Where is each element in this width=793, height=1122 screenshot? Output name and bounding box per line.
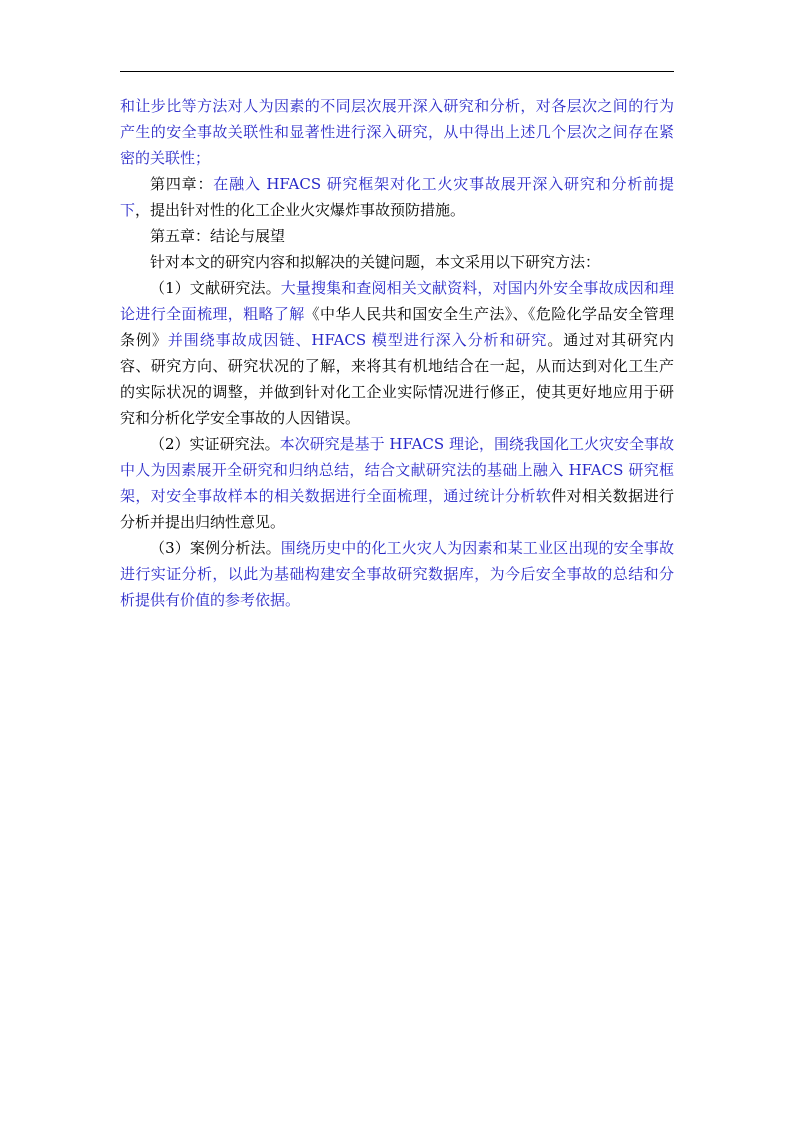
paragraph-method-empirical xyxy=(120,431,674,535)
paragraph-chapter-5 xyxy=(120,223,674,249)
text-run: 并围绕事故成因链、HFACS 模型进行深入分析和研究 xyxy=(167,331,548,349)
paragraph-method-literature xyxy=(120,275,674,431)
text-run: 。通过对其研究内容、研究方向、研究状况的了解，来将其有机地结合在一起，从而达到对化工生产的实际状况的调整，并做到针对化工企业实际情况进行修正，使其更好地应用于研究和分析化学安全事故的人因错误。 xyxy=(120,331,674,427)
text-run: （3）案例分析法。 xyxy=(150,539,281,557)
paragraph-chapter-3-continuation xyxy=(120,93,674,171)
text-run: 针对本文的研究内容和拟解决的关键问题，本文采用以下研究方法： xyxy=(150,253,601,271)
text-run: （1）文献研究法。 xyxy=(150,279,281,297)
text-run: 本次研究是基于 HFACS 理论，围绕我国化工火灾安全事故中人为因素展开全研究和归纳总结，结合文献研究法的基础上融入 HFACS 研究框架，对安全事故样本的相关数据进行全面梳理，通过统计分析软 xyxy=(120,435,675,505)
paragraph-method-case-analysis xyxy=(120,535,674,613)
paragraph-methods-intro xyxy=(120,249,674,275)
text-run: 第四章： xyxy=(150,175,214,193)
text-run: 和让步比等方法对人为因素的不同层次展开深入研究和分析，对各层次之间的行为产生的安全事故关联性和显著性进行深入研究，从中得出上述几个层次之间存在紧密的关联性； xyxy=(120,97,674,167)
document-body xyxy=(120,93,674,613)
text-run: 在融入 HFACS 研究框架对化工火灾事故展开深入研究和分析前提下 xyxy=(120,175,674,219)
text-run: （2）实证研究法。 xyxy=(150,435,280,453)
text-run: 《中华人民共和国安全生产法》、《危险化学品安全管理条例》 xyxy=(120,305,674,349)
text-run: 围绕历史中的化工火灾人为因素和某工业区出现的安全事故进行实证分析，以此为基础构建安全事故研究数据库，为今后安全事故的总结和分析提供有价值的参考依据。 xyxy=(120,539,675,609)
header-rule xyxy=(120,71,674,72)
text-run: 件对相关数据进行分析并提出归纳性意见。 xyxy=(120,487,674,531)
paragraph-chapter-4 xyxy=(120,171,674,223)
text-run: ，提出针对性的化工企业火灾爆炸事故预防措施。 xyxy=(135,201,466,219)
text-run: 大量搜集和查阅相关文献资料，对国内外安全事故成因和理论进行全面梳理，粗略了解 xyxy=(120,279,675,323)
text-run: 第五章：结论与展望 xyxy=(150,227,286,245)
